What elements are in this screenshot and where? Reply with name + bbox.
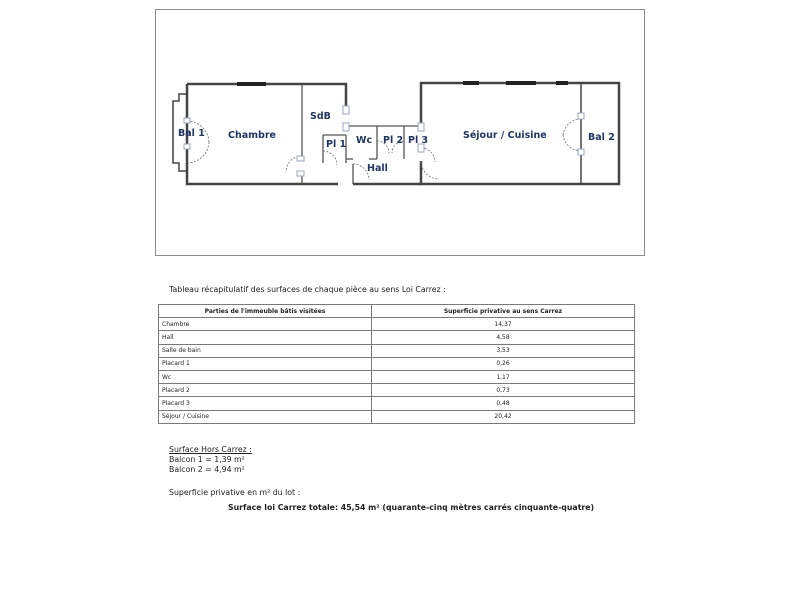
table-header-row [159,305,635,318]
room-label-sdb: SdB [310,111,331,122]
total-carrez-surface: Surface loi Carrez totale: 45,54 m² (quarante-cinq mètres carrés cinquante-quatre) [228,503,595,512]
row-room-name: Placard 2 [159,384,372,397]
row-room-name: Salle de bain [159,344,372,357]
row-surface-value: 4,58 [372,331,635,344]
hors-carrez-title: Surface Hors Carrez : [169,445,252,454]
hors-carrez-block [169,445,252,475]
left-flat-wall [187,84,346,106]
table-row [159,384,635,397]
row-surface-value: 3,53 [372,344,635,357]
row-room-name: Wc [159,370,372,383]
room-label-pl-3: Pl 3 [408,135,429,146]
table-row [159,344,635,357]
room-label-hall: Hall [367,163,388,174]
floor-plan-drawing [156,10,644,255]
row-surface-value: 1,17 [372,370,635,383]
lot-surface-label: Superficie privative en m² du lot : [169,488,301,497]
column-header-parties: Parties de l'immeuble bâtis visitées [159,305,372,318]
room-label-pl-2: Pl 2 [383,135,404,146]
row-room-name: Chambre [159,318,372,331]
table-row [159,397,635,410]
row-surface-value: 0,26 [372,357,635,370]
row-surface-value: 0,73 [372,384,635,397]
row-room-name: Placard 1 [159,357,372,370]
column-header-superficie: Superficie privative au sens Carrez [372,305,635,318]
table-row [159,331,635,344]
surfaces-table [158,304,635,424]
floor-plan [155,9,645,256]
room-label-bal-2: Bal 2 [588,132,615,143]
room-label-wc: Wc [356,135,373,146]
table-row [159,318,635,331]
balcon-2-line: Balcon 2 = 4,94 m² [169,465,245,474]
balcon-1-line: Balcon 1 = 1,39 m² [169,455,245,464]
room-label-pl-1: Pl 1 [326,139,347,150]
row-room-name: Hall [159,331,372,344]
table-row [159,370,635,383]
row-surface-value: 0,48 [372,397,635,410]
row-room-name: Séjour / Cuisine [159,410,372,423]
room-label-chambre: Chambre [228,130,276,141]
room-label-sejour-cuisine: Séjour / Cuisine [463,130,547,141]
row-surface-value: 20,42 [372,410,635,423]
table-row [159,357,635,370]
table-row [159,410,635,423]
table-intro-text: Tableau récapitulatif des surfaces de chaque pièce au sens Loi Carrez : [169,285,446,294]
room-label-bal-1: Bal 1 [178,128,205,139]
row-surface-value: 14,37 [372,318,635,331]
row-room-name: Placard 3 [159,397,372,410]
